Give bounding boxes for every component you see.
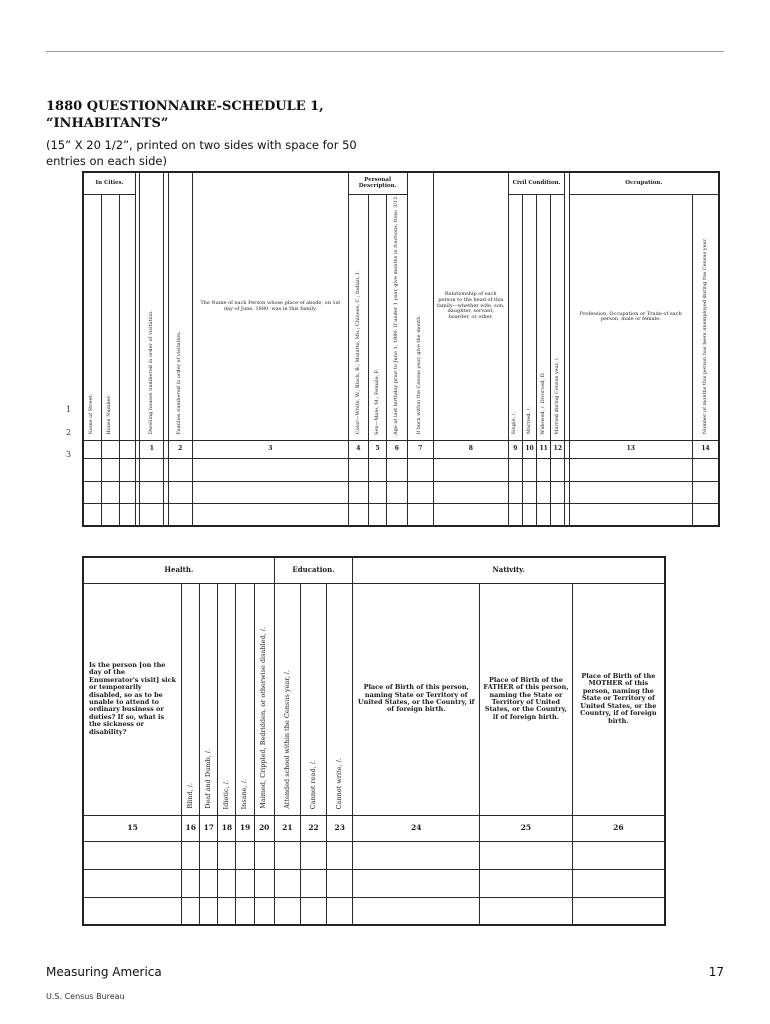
street-header — [83, 194, 101, 441]
column-12-label: Married during Census year, /. — [553, 356, 560, 435]
house-header — [101, 194, 119, 441]
group-in-cities: In Cities. — [83, 172, 136, 194]
table-row — [83, 841, 665, 869]
column-number-9: 9 — [508, 441, 522, 459]
column-number-26: 26 — [572, 815, 665, 841]
column-number-7: 7 — [407, 441, 433, 459]
top-rule — [46, 51, 724, 52]
row-number-3: 3 — [66, 450, 72, 459]
column-number-12: 12 — [551, 441, 565, 459]
street-label: Name of Street. — [88, 394, 95, 435]
column-number-20: 20 — [254, 815, 274, 841]
column-10-header — [522, 194, 536, 441]
column-18-label: Idiotic, /. — [222, 779, 231, 810]
column-20-header — [254, 583, 274, 815]
footer-title: Measuring America — [46, 965, 162, 979]
column-number-19: 19 — [236, 815, 254, 841]
group-personal-description: Personal Description. — [348, 172, 407, 194]
column-number-21: 21 — [274, 815, 300, 841]
column-2-header — [168, 172, 192, 441]
column-number-14: 14 — [693, 441, 719, 459]
column-2-label: Families numbered in order of visitation. — [176, 330, 183, 435]
group-education: Education. — [274, 557, 353, 583]
column-1-label: Dwelling houses numbered in order of visitation. — [147, 310, 154, 435]
column-21-header — [274, 583, 300, 815]
group-occupation: Occupation. — [569, 172, 719, 194]
column-12-header — [551, 194, 565, 441]
column-number-15: 15 — [83, 815, 182, 841]
group-health: Health. — [83, 557, 274, 583]
column-14-header — [693, 194, 719, 441]
column-23-header — [327, 583, 353, 815]
column-21-label: Attended school within the Census year, /. — [282, 670, 291, 810]
column-number-2: 2 — [168, 441, 192, 459]
column-17-label: Deaf and Dumb, /. — [204, 749, 213, 810]
column-14-label: Number of months this person has been unemployed during the Census year. — [701, 238, 708, 435]
table-row — [83, 869, 665, 897]
column-19-label: Insane, /. — [240, 778, 249, 810]
schedule-inhabitants-top — [82, 171, 720, 527]
column-17-header — [200, 583, 218, 815]
column-5-label: Sex—Male, M.; Female, F. — [373, 368, 380, 435]
column-number-10: 10 — [522, 441, 536, 459]
column-3-header: The Name of each Person whose place of abode, on 1st day of June, 1880, was in this family. — [192, 172, 348, 441]
column-5-header — [369, 194, 387, 441]
column-15-header: Is the person [on the day of the Enumerator's visit] sick or temporarily disabled, so as to be unable to attend to ordinary business or duties? If so, what is the sickness or disability? — [83, 583, 182, 815]
page-number: 17 — [708, 965, 724, 979]
column-18-header — [218, 583, 236, 815]
column-7-header — [407, 172, 433, 441]
column-26-header: Place of Birth of the MOTHER of this person, naming the State or Territory of United States, or the Country, if of foreign birth. — [572, 583, 665, 815]
column-24-header: Place of Birth of this person, naming State or Territory of United States, or the Country, if of foreign birth. — [353, 583, 480, 815]
footer-org: U.S. Census Bureau — [46, 992, 125, 1001]
column-number-4: 4 — [348, 441, 368, 459]
column-7-label: If born within the Census year, give the month. — [416, 314, 423, 435]
schedule-inhabitants-bottom — [82, 556, 666, 926]
title-line-2: “INHABITANTS” — [46, 116, 169, 131]
group-nativity: Nativity. — [353, 557, 665, 583]
column-10-label: Married, /. — [525, 407, 532, 435]
table-row — [83, 504, 719, 526]
column-16-header — [182, 583, 200, 815]
group-civil-condition: Civil Condition. — [508, 172, 565, 194]
column-spacer — [119, 194, 135, 441]
house-label: House Number. — [106, 394, 113, 435]
column-23-label: Cannot write, /. — [334, 757, 343, 810]
column-number-23: 23 — [327, 815, 353, 841]
column-6-label: Age at last birthday prior to June 1, 1880. If under 1 year, give months in fractions, thus: 3/12. — [393, 194, 399, 435]
column-13-header: Profession, Occupation or Trade of each person, male or female. — [569, 194, 693, 441]
column-number-3: 3 — [192, 441, 348, 459]
column-8-header: Relationship of each person to the head of this family—whether wife, son, daughter, servant, boarder, or other. — [433, 172, 508, 441]
title-line-1: 1880 QUESTIONNAIRE-SCHEDULE 1, — [46, 99, 324, 114]
column-number-8: 8 — [433, 441, 508, 459]
page-subtitle: (15” X 20 1/2”, printed on two sides with space for 50 entries on each side) — [46, 138, 357, 168]
column-1-header — [140, 172, 164, 441]
column-number-16: 16 — [182, 815, 200, 841]
column-6-header — [387, 194, 407, 441]
row-number-2: 2 — [66, 428, 72, 437]
column-16-label: Blind, /. — [185, 783, 194, 810]
column-22-header — [300, 583, 326, 815]
number-cell — [119, 441, 135, 459]
column-11-label: Widowed, /. Divorced, D. — [539, 371, 546, 435]
column-number-6: 6 — [387, 441, 407, 459]
table-row — [83, 482, 719, 504]
column-number-5: 5 — [369, 441, 387, 459]
column-number-25: 25 — [480, 815, 573, 841]
column-number-1: 1 — [140, 441, 164, 459]
column-9-label: Single, /. — [511, 411, 518, 435]
column-number-11: 11 — [537, 441, 551, 459]
page-title — [46, 98, 466, 132]
column-25-header: Place of Birth of the FATHER of this person, naming the State or Territory of United States, or the Country, if of foreign birth. — [480, 583, 573, 815]
column-20-label: Maimed, Crippled, Bedridden, or otherwise disabled, /. — [259, 627, 268, 810]
number-cell — [101, 441, 119, 459]
table-row — [83, 459, 719, 482]
column-4-header — [348, 194, 368, 441]
table-row — [83, 897, 665, 925]
column-number-17: 17 — [200, 815, 218, 841]
column-number-22: 22 — [300, 815, 326, 841]
column-number-13: 13 — [569, 441, 693, 459]
column-4-label: Color—White, W.; Black, B.; Mulatto, Mu.; Chinese, C.; Indian, I. — [354, 271, 361, 435]
column-22-label: Cannot read, /. — [308, 759, 317, 810]
column-9-header — [508, 194, 522, 441]
row-number-1: 1 — [66, 405, 72, 414]
column-19-header — [236, 583, 254, 815]
column-number-24: 24 — [353, 815, 480, 841]
number-cell — [83, 441, 101, 459]
column-number-18: 18 — [218, 815, 236, 841]
column-11-header — [537, 194, 551, 441]
